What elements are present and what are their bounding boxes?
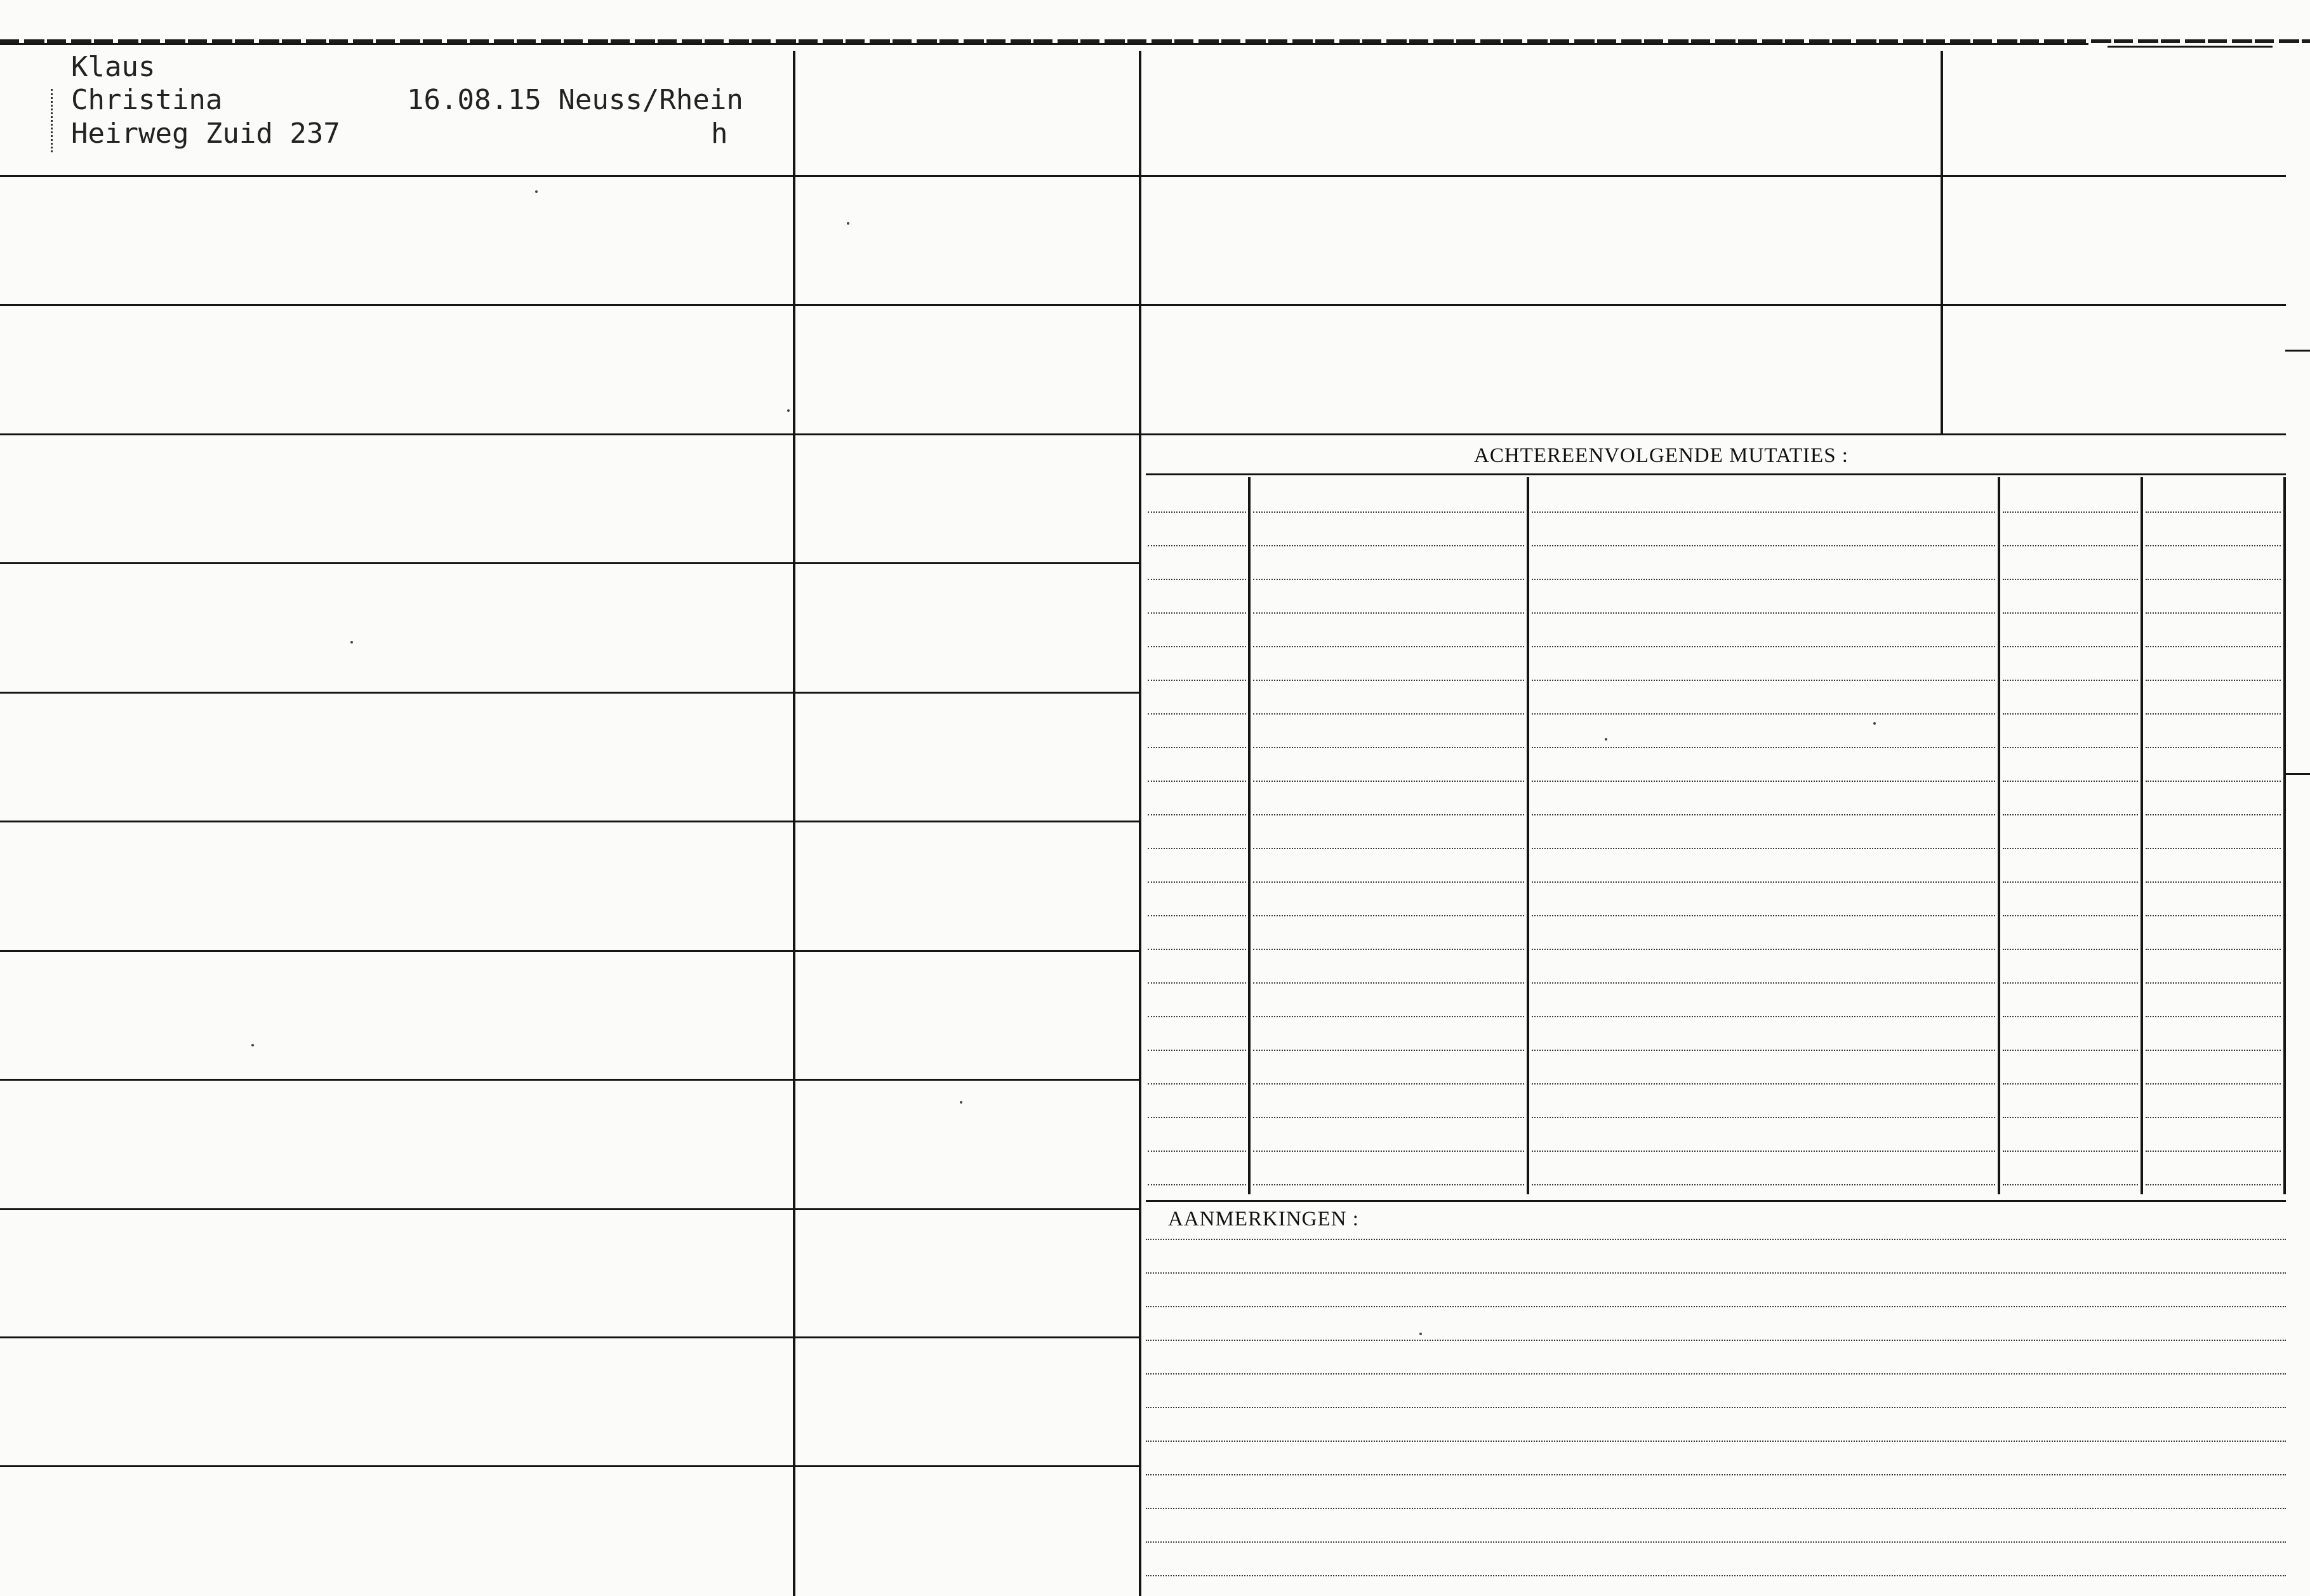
margin-mark: [51, 89, 53, 152]
mutations-column-divider: [1248, 477, 1251, 1194]
mutation-ruled-line: [2146, 713, 2281, 715]
remark-ruled-line: [1146, 1407, 2286, 1408]
mutation-ruled-line: [1532, 1151, 1995, 1152]
mutation-ruled-line: [2146, 511, 2281, 513]
mutation-ruled-line: [1253, 915, 1524, 916]
mutation-ruled-line: [1253, 982, 1524, 984]
mutation-ruled-line: [1532, 1016, 1995, 1017]
mutation-ruled-line: [2003, 1151, 2138, 1152]
mutation-ruled-line: [1148, 848, 1246, 849]
mutation-ruled-line: [2146, 579, 2281, 580]
mutation-ruled-line: [1532, 747, 1995, 748]
column-divider-1: [793, 51, 795, 1596]
mutation-ruled-line: [2003, 1050, 2138, 1051]
mutation-ruled-line: [1253, 579, 1524, 580]
mutation-ruled-line: [2003, 680, 2138, 681]
mutations-column-divider: [1998, 477, 2000, 1194]
mutation-ruled-line: [2003, 713, 2138, 715]
mutation-ruled-line: [2146, 915, 2281, 916]
mutation-ruled-line: [1148, 646, 1246, 647]
mutation-ruled-line: [1148, 680, 1246, 681]
mutation-ruled-line: [1253, 1184, 1524, 1185]
mutation-ruled-line: [1253, 1083, 1524, 1085]
margin-tick: [2285, 773, 2310, 775]
row-rule: [1139, 304, 2286, 306]
mutation-ruled-line: [1532, 915, 1995, 916]
row-rule: [0, 433, 1139, 435]
mutation-ruled-line: [1148, 1050, 1246, 1051]
remark-ruled-line: [1146, 1441, 2286, 1442]
scan-speck: [1419, 1333, 1422, 1335]
mutation-ruled-line: [1532, 646, 1995, 647]
remark-ruled-line: [1146, 1373, 2286, 1375]
row-rule: [0, 950, 1139, 952]
mutation-ruled-line: [2146, 781, 2281, 782]
mutation-ruled-line: [1532, 1050, 1995, 1051]
margin-tick: [2285, 350, 2310, 352]
mutation-ruled-line: [1148, 1151, 1246, 1152]
mutation-ruled-line: [2146, 646, 2281, 647]
mutation-ruled-line: [2003, 579, 2138, 580]
row-rule: [0, 562, 1139, 564]
mutation-ruled-line: [2003, 511, 2138, 513]
mutations-column-divider: [1527, 477, 1529, 1194]
mutation-ruled-line: [2146, 1117, 2281, 1118]
scan-speck: [787, 409, 790, 412]
row-rule: [0, 304, 1139, 306]
mutation-ruled-line: [1253, 949, 1524, 950]
mutation-ruled-line: [1148, 1016, 1246, 1017]
mutation-ruled-line: [1532, 545, 1995, 546]
mutation-ruled-line: [1148, 1184, 1246, 1185]
top-border-right: [2108, 46, 2273, 48]
address: Heirweg Zuid 237: [71, 117, 340, 150]
scan-speck: [251, 1044, 254, 1046]
row-rule: [0, 175, 1139, 177]
remark-ruled-line: [1146, 1474, 2286, 1475]
mutation-ruled-line: [1532, 612, 1995, 614]
mutation-ruled-line: [1148, 545, 1246, 546]
mutation-ruled-line: [1253, 511, 1524, 513]
mutation-ruled-line: [1148, 915, 1246, 916]
mutations-top-rule: [1146, 473, 2286, 475]
remark-ruled-line: [1146, 1239, 2286, 1240]
handwritten-mark: h: [711, 117, 728, 150]
mutation-ruled-line: [2003, 1184, 2138, 1185]
mutation-ruled-line: [1148, 612, 1246, 614]
mutation-ruled-line: [1148, 881, 1246, 883]
mutation-ruled-line: [2003, 881, 2138, 883]
mutation-ruled-line: [1253, 713, 1524, 715]
mutation-ruled-line: [1148, 713, 1246, 715]
mutations-heading: ACHTEREENVOLGENDE MUTATIES :: [1474, 444, 1849, 467]
scan-speck: [1873, 722, 1876, 725]
mutation-ruled-line: [1532, 579, 1995, 580]
column-divider-3: [1941, 51, 1943, 435]
mutation-ruled-line: [2146, 881, 2281, 883]
scan-speck: [535, 190, 538, 193]
mutation-ruled-line: [2003, 646, 2138, 647]
mutation-ruled-line: [1532, 982, 1995, 984]
top-border: [0, 43, 2088, 45]
mutation-ruled-line: [2146, 1050, 2281, 1051]
mutation-ruled-line: [2146, 680, 2281, 681]
mutation-ruled-line: [2003, 915, 2138, 916]
mutation-ruled-line: [1148, 511, 1246, 513]
mutation-ruled-line: [1148, 781, 1246, 782]
mutation-ruled-line: [1253, 612, 1524, 614]
birth-date-place: 16.08.15 Neuss/Rhein: [407, 84, 743, 116]
mutation-ruled-line: [2146, 612, 2281, 614]
remark-ruled-line: [1146, 1575, 2286, 1576]
mutation-ruled-line: [1532, 848, 1995, 849]
mutation-ruled-line: [1532, 814, 1995, 815]
mutation-ruled-line: [1253, 1117, 1524, 1118]
scan-speck: [1605, 738, 1607, 741]
row-rule: [1139, 433, 2286, 435]
mutations-column-divider: [2141, 477, 2143, 1194]
given-name-1: Klaus: [71, 51, 156, 83]
mutations-bottom-rule: [1146, 1200, 2286, 1202]
mutation-ruled-line: [2003, 982, 2138, 984]
mutation-ruled-line: [1253, 848, 1524, 849]
mutation-ruled-line: [1148, 949, 1246, 950]
remarks-heading: AANMERKINGEN :: [1168, 1208, 1359, 1230]
mutation-ruled-line: [2146, 1083, 2281, 1085]
mutation-ruled-line: [1148, 814, 1246, 815]
remark-ruled-line: [1146, 1508, 2286, 1509]
mutation-ruled-line: [1253, 814, 1524, 815]
mutation-ruled-line: [1253, 1050, 1524, 1051]
mutation-ruled-line: [1253, 646, 1524, 647]
mutation-ruled-line: [2146, 1151, 2281, 1152]
remark-ruled-line: [1146, 1272, 2286, 1274]
mutations-column-divider: [2283, 477, 2286, 1194]
mutation-ruled-line: [2003, 949, 2138, 950]
remark-ruled-line: [1146, 1541, 2286, 1543]
scan-speck: [350, 641, 353, 643]
given-name-2: Christina: [71, 84, 223, 116]
scan-speck: [960, 1101, 962, 1104]
mutation-ruled-line: [2003, 1117, 2138, 1118]
mutation-ruled-line: [2003, 848, 2138, 849]
remark-ruled-line: [1146, 1306, 2286, 1307]
scan-speck: [847, 222, 849, 225]
mutation-ruled-line: [1253, 680, 1524, 681]
mutation-ruled-line: [1148, 1083, 1246, 1085]
mutation-ruled-line: [1532, 949, 1995, 950]
mutation-ruled-line: [2003, 781, 2138, 782]
mutation-ruled-line: [2146, 1016, 2281, 1017]
mutation-ruled-line: [1253, 545, 1524, 546]
mutation-ruled-line: [1532, 1083, 1995, 1085]
mutation-ruled-line: [1532, 881, 1995, 883]
mutation-ruled-line: [2003, 612, 2138, 614]
mutation-ruled-line: [2003, 1016, 2138, 1017]
row-rule: [0, 1208, 1139, 1210]
mutation-ruled-line: [2146, 814, 2281, 815]
column-divider-2: [1139, 51, 1141, 1596]
mutation-ruled-line: [1148, 747, 1246, 748]
mutation-ruled-line: [2003, 545, 2138, 546]
remark-ruled-line: [1146, 1340, 2286, 1341]
mutation-ruled-line: [1532, 781, 1995, 782]
mutation-ruled-line: [2146, 1184, 2281, 1185]
mutation-ruled-line: [1253, 781, 1524, 782]
row-rule: [0, 1336, 1139, 1338]
mutation-ruled-line: [2003, 814, 2138, 815]
mutation-ruled-line: [1532, 1184, 1995, 1185]
mutation-ruled-line: [1532, 713, 1995, 715]
row-rule: [0, 1079, 1139, 1081]
mutation-ruled-line: [1148, 579, 1246, 580]
mutation-ruled-line: [1253, 1151, 1524, 1152]
mutation-ruled-line: [2003, 747, 2138, 748]
mutation-ruled-line: [1532, 680, 1995, 681]
mutation-ruled-line: [2003, 1083, 2138, 1085]
mutation-ruled-line: [1532, 1117, 1995, 1118]
mutation-ruled-line: [2146, 545, 2281, 546]
mutation-ruled-line: [1148, 1117, 1246, 1118]
row-rule: [1139, 175, 2286, 177]
mutation-ruled-line: [1253, 747, 1524, 748]
mutation-ruled-line: [2146, 949, 2281, 950]
mutation-ruled-line: [1532, 511, 1995, 513]
row-rule: [0, 1465, 1139, 1467]
row-rule: [0, 821, 1139, 822]
mutation-ruled-line: [1148, 982, 1246, 984]
row-rule: [0, 692, 1139, 694]
mutation-ruled-line: [1253, 881, 1524, 883]
mutation-ruled-line: [1253, 1016, 1524, 1017]
mutation-ruled-line: [2146, 982, 2281, 984]
mutation-ruled-line: [2146, 747, 2281, 748]
mutation-ruled-line: [2146, 848, 2281, 849]
